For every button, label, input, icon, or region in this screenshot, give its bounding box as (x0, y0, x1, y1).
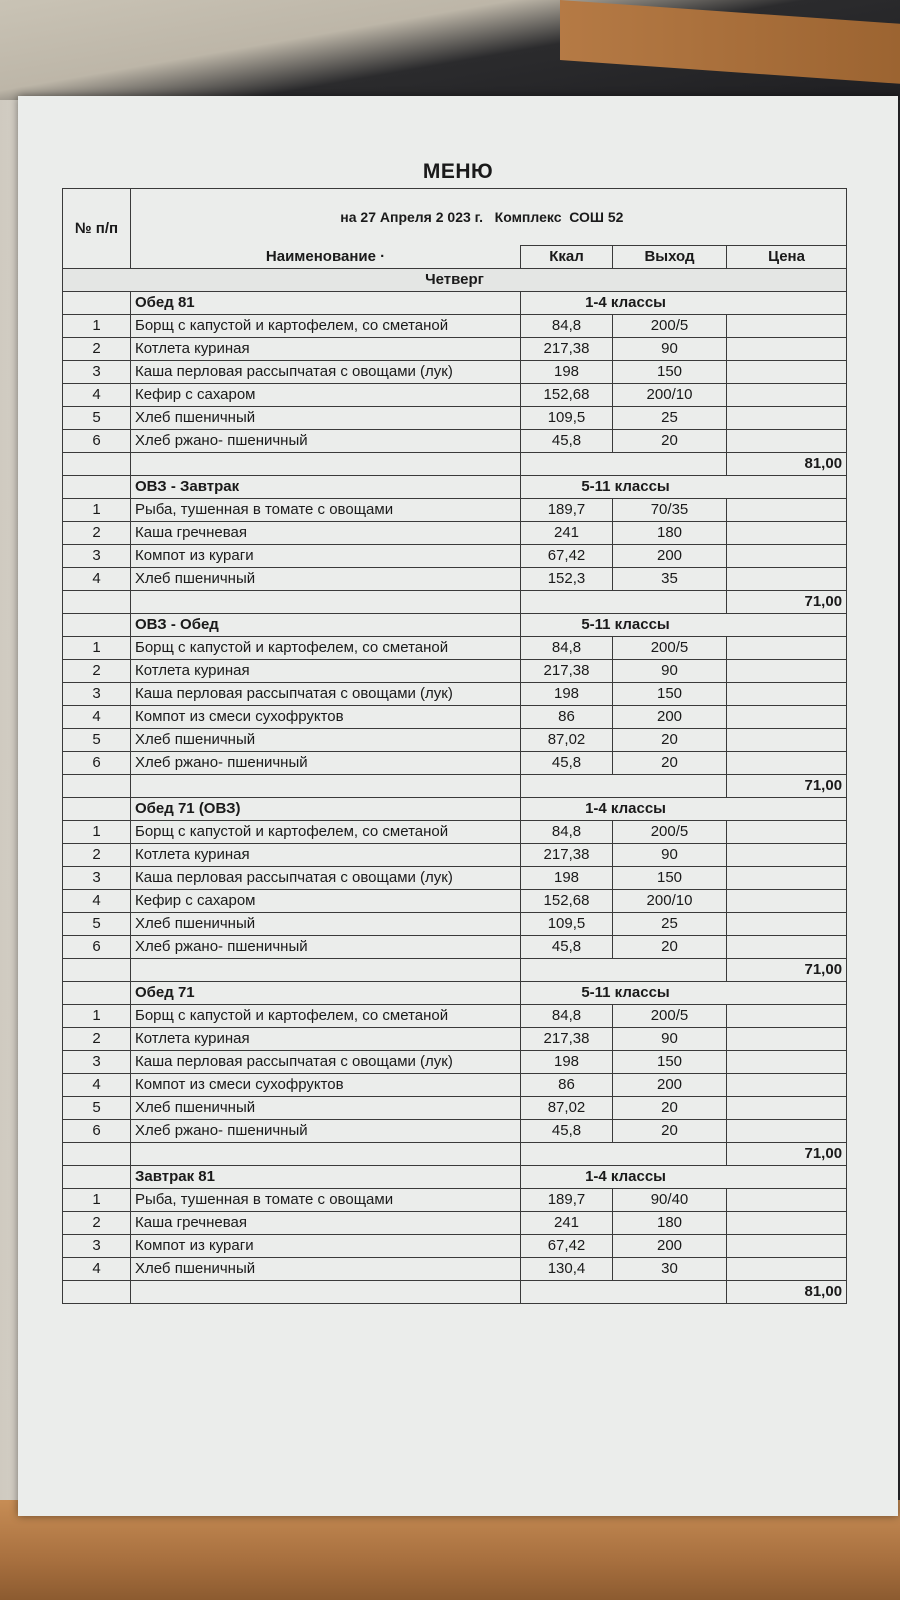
item-output: 90 (613, 660, 727, 683)
item-name: Кефир с сахаром (131, 384, 521, 407)
item-output: 20 (613, 1120, 727, 1143)
section-name: ОВЗ - Завтрак (131, 476, 521, 499)
item-number: 6 (63, 1120, 131, 1143)
item-price (727, 1074, 847, 1097)
item-kcal: 241 (521, 522, 613, 545)
item-kcal: 84,8 (521, 315, 613, 338)
item-number: 3 (63, 1051, 131, 1074)
item-number: 3 (63, 867, 131, 890)
item-number: 2 (63, 338, 131, 361)
table-row (63, 1005, 847, 1028)
section-total-price: 81,00 (727, 453, 847, 476)
item-name: Котлета куриная (131, 660, 521, 683)
item-kcal: 84,8 (521, 1005, 613, 1028)
table-row (63, 821, 847, 844)
item-kcal: 45,8 (521, 752, 613, 775)
item-number: 3 (63, 1235, 131, 1258)
item-output: 25 (613, 913, 727, 936)
table-row (63, 752, 847, 775)
item-price (727, 1051, 847, 1074)
item-price (727, 430, 847, 453)
item-price (727, 1235, 847, 1258)
item-price (727, 1212, 847, 1235)
section-total-price: 71,00 (727, 959, 847, 982)
item-price (727, 315, 847, 338)
total-empty (521, 1281, 727, 1304)
table-row (63, 706, 847, 729)
item-name: Компот из кураги (131, 545, 521, 568)
item-number: 4 (63, 1258, 131, 1281)
item-number: 1 (63, 821, 131, 844)
item-name: Котлета куриная (131, 1028, 521, 1051)
menu-table (62, 188, 847, 1304)
section-num-empty (63, 292, 131, 315)
subtitle-date: на 27 Апреля 2 023 г. (340, 209, 483, 225)
item-name: Котлета куриная (131, 844, 521, 867)
table-row (63, 1051, 847, 1074)
section-num-empty (63, 614, 131, 637)
item-output: 20 (613, 729, 727, 752)
table-row (63, 522, 847, 545)
item-kcal: 109,5 (521, 407, 613, 430)
table-row (63, 338, 847, 361)
item-output: 150 (613, 361, 727, 384)
section-num-empty (63, 476, 131, 499)
item-number: 2 (63, 522, 131, 545)
table-row (63, 936, 847, 959)
item-name: Борщ с капустой и картофелем, со сметаной (131, 315, 521, 338)
item-price (727, 1097, 847, 1120)
item-price (727, 821, 847, 844)
item-number: 5 (63, 1097, 131, 1120)
total-empty (521, 775, 727, 798)
section-total-row (63, 1281, 847, 1304)
item-number: 4 (63, 706, 131, 729)
table-row (63, 545, 847, 568)
section-header-row (63, 1166, 847, 1189)
item-name: Хлеб пшеничный (131, 407, 521, 430)
section-name: Обед 71 (131, 982, 521, 1005)
item-number: 2 (63, 1028, 131, 1051)
item-number: 3 (63, 545, 131, 568)
section-total-price: 71,00 (727, 1143, 847, 1166)
section-total-row (63, 775, 847, 798)
table-row (63, 913, 847, 936)
item-kcal: 217,38 (521, 660, 613, 683)
item-number: 3 (63, 361, 131, 384)
item-name: Хлеб ржано- пшеничный (131, 1120, 521, 1143)
item-name: Хлеб пшеничный (131, 1258, 521, 1281)
table-row (63, 1120, 847, 1143)
item-price (727, 361, 847, 384)
item-output: 200 (613, 545, 727, 568)
item-output: 150 (613, 1051, 727, 1074)
item-output: 200/5 (613, 1005, 727, 1028)
item-output: 35 (613, 568, 727, 591)
item-kcal: 45,8 (521, 1120, 613, 1143)
item-name: Каша гречневая (131, 522, 521, 545)
section-grade: 5-11 классы (521, 614, 847, 637)
total-empty (63, 1281, 131, 1304)
section-name: Обед 71 (ОВЗ) (131, 798, 521, 821)
table-row (63, 1097, 847, 1120)
item-kcal: 152,68 (521, 890, 613, 913)
item-name: Компот из смеси сухофруктов (131, 1074, 521, 1097)
total-empty (521, 591, 727, 614)
item-kcal: 45,8 (521, 430, 613, 453)
page-title: МЕНЮ (422, 160, 494, 183)
total-empty (131, 1281, 521, 1304)
item-number: 1 (63, 499, 131, 522)
item-name: Хлеб ржано- пшеничный (131, 752, 521, 775)
item-name: Хлеб пшеничный (131, 913, 521, 936)
item-output: 20 (613, 1097, 727, 1120)
table-row (63, 361, 847, 384)
table-row (63, 1258, 847, 1281)
item-kcal: 130,4 (521, 1258, 613, 1281)
item-number: 1 (63, 637, 131, 660)
subtitle-complex: Комплекс СОШ 52 (494, 209, 624, 225)
item-number: 4 (63, 384, 131, 407)
item-output: 200/10 (613, 890, 727, 913)
item-kcal: 217,38 (521, 844, 613, 867)
item-name: Рыба, тушенная в томате с овощами (131, 499, 521, 522)
table-row (63, 315, 847, 338)
item-name: Хлеб пшеничный (131, 729, 521, 752)
item-kcal: 198 (521, 683, 613, 706)
item-price (727, 729, 847, 752)
item-output: 150 (613, 867, 727, 890)
section-header-row (63, 476, 847, 499)
section-grade: 5-11 классы (521, 476, 847, 499)
total-empty (521, 959, 727, 982)
header-row-2 (63, 246, 847, 269)
col-header-kcal: Ккал (521, 246, 613, 269)
item-price (727, 890, 847, 913)
section-name: Обед 81 (131, 292, 521, 315)
total-empty (63, 775, 131, 798)
section-total-price: 81,00 (727, 1281, 847, 1304)
section-name: Завтрак 81 (131, 1166, 521, 1189)
item-output: 200 (613, 706, 727, 729)
item-kcal: 217,38 (521, 1028, 613, 1051)
item-output: 20 (613, 752, 727, 775)
total-empty (131, 775, 521, 798)
day-label: Четверг (63, 269, 847, 292)
total-empty (521, 1143, 727, 1166)
item-kcal: 152,68 (521, 384, 613, 407)
item-name: Хлеб ржано- пшеничный (131, 430, 521, 453)
table-row (63, 1028, 847, 1051)
item-kcal: 217,38 (521, 338, 613, 361)
item-name: Кефир с сахаром (131, 890, 521, 913)
section-grade: 1-4 классы (521, 798, 847, 821)
item-price (727, 522, 847, 545)
item-output: 20 (613, 430, 727, 453)
item-output: 70/35 (613, 499, 727, 522)
item-price (727, 844, 847, 867)
item-number: 1 (63, 1189, 131, 1212)
section-name: ОВЗ - Обед (131, 614, 521, 637)
section-num-empty (63, 798, 131, 821)
item-number: 6 (63, 430, 131, 453)
item-kcal: 86 (521, 706, 613, 729)
section-total-price: 71,00 (727, 775, 847, 798)
table-row (63, 430, 847, 453)
section-header-row (63, 982, 847, 1005)
section-grade: 1-4 классы (521, 292, 847, 315)
item-kcal: 67,42 (521, 545, 613, 568)
item-kcal: 109,5 (521, 913, 613, 936)
total-empty (131, 453, 521, 476)
section-grade: 5-11 классы (521, 982, 847, 1005)
item-kcal: 87,02 (521, 1097, 613, 1120)
section-total-row (63, 453, 847, 476)
item-output: 200/5 (613, 315, 727, 338)
table-row (63, 1074, 847, 1097)
item-output: 30 (613, 1258, 727, 1281)
item-output: 200/10 (613, 384, 727, 407)
item-kcal: 198 (521, 361, 613, 384)
table-row (63, 384, 847, 407)
menu-sheet (18, 96, 898, 1516)
item-price (727, 338, 847, 361)
item-kcal: 67,42 (521, 1235, 613, 1258)
item-kcal: 198 (521, 1051, 613, 1074)
item-number: 1 (63, 315, 131, 338)
item-kcal: 198 (521, 867, 613, 890)
item-number: 4 (63, 568, 131, 591)
item-price (727, 407, 847, 430)
item-name: Рыба, тушенная в томате с овощами (131, 1189, 521, 1212)
section-total-row (63, 1143, 847, 1166)
item-kcal: 241 (521, 1212, 613, 1235)
total-empty (131, 591, 521, 614)
table-row (63, 867, 847, 890)
item-name: Хлеб пшеничный (131, 1097, 521, 1120)
item-number: 5 (63, 913, 131, 936)
section-grade: 1-4 классы (521, 1166, 847, 1189)
total-empty (63, 959, 131, 982)
day-row (63, 269, 847, 292)
item-number: 6 (63, 936, 131, 959)
item-output: 90 (613, 844, 727, 867)
item-name: Котлета куриная (131, 338, 521, 361)
total-empty (63, 453, 131, 476)
item-name: Борщ с капустой и картофелем, со сметаной (131, 1005, 521, 1028)
item-price (727, 752, 847, 775)
item-number: 5 (63, 729, 131, 752)
total-empty (63, 591, 131, 614)
item-output: 180 (613, 1212, 727, 1235)
col-header-price: Цена (727, 246, 847, 269)
item-output: 180 (613, 522, 727, 545)
section-total-row (63, 591, 847, 614)
item-price (727, 545, 847, 568)
section-num-empty (63, 982, 131, 1005)
item-number: 2 (63, 844, 131, 867)
table-row (63, 499, 847, 522)
table-row (63, 1212, 847, 1235)
item-name: Компот из кураги (131, 1235, 521, 1258)
item-name: Каша перловая рассыпчатая с овощами (лук) (131, 867, 521, 890)
item-kcal: 45,8 (521, 936, 613, 959)
table-row (63, 637, 847, 660)
item-price (727, 499, 847, 522)
item-name: Каша перловая рассыпчатая с овощами (лук) (131, 683, 521, 706)
item-price (727, 706, 847, 729)
section-header-row (63, 292, 847, 315)
item-kcal: 86 (521, 1074, 613, 1097)
item-name: Каша перловая рассыпчатая с овощами (лук) (131, 1051, 521, 1074)
table-row (63, 1235, 847, 1258)
col-header-output: Выход (613, 246, 727, 269)
item-number: 5 (63, 407, 131, 430)
section-total-price: 71,00 (727, 591, 847, 614)
item-name: Хлеб ржано- пшеничный (131, 936, 521, 959)
item-name: Хлеб пшеничный (131, 568, 521, 591)
table-row (63, 844, 847, 867)
item-number: 4 (63, 1074, 131, 1097)
item-price (727, 683, 847, 706)
item-price (727, 1189, 847, 1212)
item-price (727, 1028, 847, 1051)
item-number: 2 (63, 660, 131, 683)
col-header-name: Наименование · (131, 246, 521, 269)
table-row (63, 683, 847, 706)
table-row (63, 407, 847, 430)
table-row (63, 729, 847, 752)
item-kcal: 189,7 (521, 499, 613, 522)
item-price (727, 1120, 847, 1143)
item-output: 20 (613, 936, 727, 959)
item-price (727, 913, 847, 936)
col-header-num: № п/п (63, 189, 131, 269)
item-number: 3 (63, 683, 131, 706)
item-price (727, 384, 847, 407)
section-total-row (63, 959, 847, 982)
item-output: 90 (613, 338, 727, 361)
item-number: 2 (63, 1212, 131, 1235)
item-price (727, 1005, 847, 1028)
table-row (63, 1189, 847, 1212)
total-empty (131, 959, 521, 982)
total-empty (521, 453, 727, 476)
header-row (63, 189, 847, 246)
subtitle-cell (131, 189, 847, 246)
item-price (727, 1258, 847, 1281)
section-header-row (63, 798, 847, 821)
item-name: Борщ с капустой и картофелем, со сметаной (131, 821, 521, 844)
item-price (727, 867, 847, 890)
table-row (63, 890, 847, 913)
item-price (727, 660, 847, 683)
table-row (63, 568, 847, 591)
item-output: 150 (613, 683, 727, 706)
item-output: 200/5 (613, 821, 727, 844)
item-price (727, 936, 847, 959)
item-output: 200 (613, 1235, 727, 1258)
table-row (63, 660, 847, 683)
item-output: 200 (613, 1074, 727, 1097)
item-name: Каша перловая рассыпчатая с овощами (лук) (131, 361, 521, 384)
item-name: Каша гречневая (131, 1212, 521, 1235)
item-kcal: 87,02 (521, 729, 613, 752)
item-output: 200/5 (613, 637, 727, 660)
item-number: 4 (63, 890, 131, 913)
item-output: 90 (613, 1028, 727, 1051)
item-kcal: 84,8 (521, 637, 613, 660)
item-output: 25 (613, 407, 727, 430)
total-empty (131, 1143, 521, 1166)
item-kcal: 84,8 (521, 821, 613, 844)
item-number: 6 (63, 752, 131, 775)
item-kcal: 152,3 (521, 568, 613, 591)
item-name: Борщ с капустой и картофелем, со сметаной (131, 637, 521, 660)
total-empty (63, 1143, 131, 1166)
section-num-empty (63, 1166, 131, 1189)
item-output: 90/40 (613, 1189, 727, 1212)
item-price (727, 568, 847, 591)
item-kcal: 189,7 (521, 1189, 613, 1212)
section-header-row (63, 614, 847, 637)
item-price (727, 637, 847, 660)
item-name: Компот из смеси сухофруктов (131, 706, 521, 729)
item-number: 1 (63, 1005, 131, 1028)
